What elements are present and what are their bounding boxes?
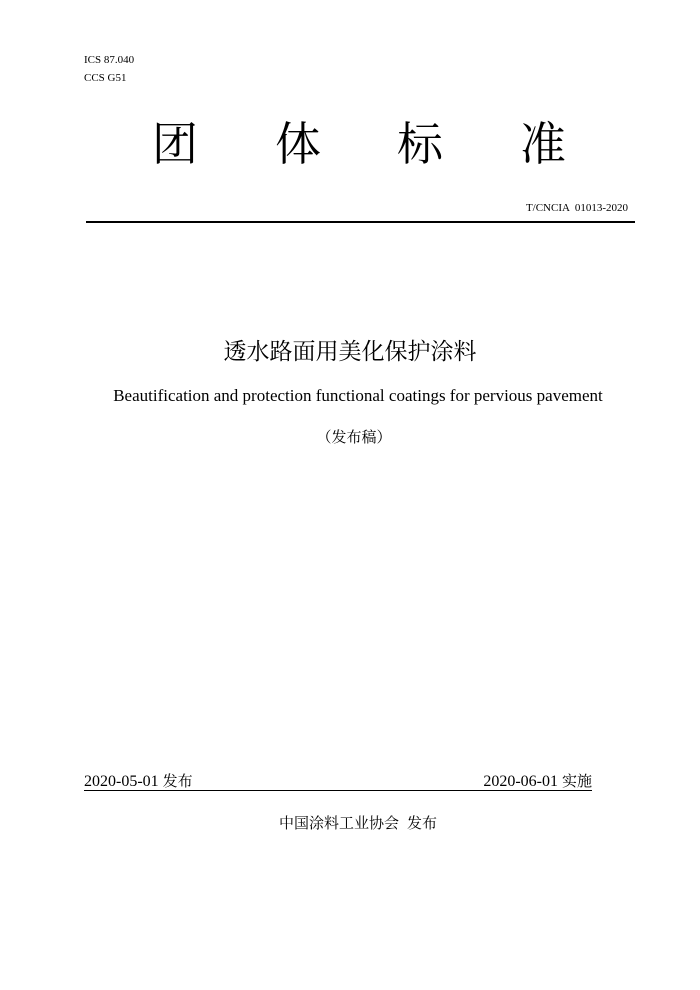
publish-label: 发布: [162, 772, 193, 790]
publisher-name: 中国涂料工业协会: [278, 814, 399, 832]
date-divider: [84, 790, 592, 791]
header-divider: [86, 221, 635, 223]
publish-date: 2020-05-01: [84, 773, 159, 790]
ics-code: ICS 87.040: [84, 54, 135, 66]
implement-label: 实施: [561, 772, 592, 790]
ccs-code: CCS G51: [84, 72, 127, 84]
title-chinese: 透水路面用美化保护涂料: [223, 339, 477, 365]
heading-char-2: 体: [275, 117, 321, 171]
document-type-heading: [0, 112, 700, 176]
heading-char-1: 团: [152, 117, 198, 171]
heading-char-4: 准: [520, 117, 566, 171]
implement-date-line: [483, 771, 592, 792]
draft-status: （发布稿）: [316, 428, 392, 446]
heading-char-3: 标: [397, 117, 443, 171]
standard-number: T/CNCIA 01013-2020: [525, 202, 628, 214]
publisher-line: [0, 813, 700, 833]
publish-date-line: [84, 771, 193, 792]
implement-date: 2020-06-01: [483, 773, 558, 790]
title-english: Beautification and protection functional coatings for pervious pavement: [113, 386, 603, 405]
publisher-action: 发布: [407, 814, 438, 832]
